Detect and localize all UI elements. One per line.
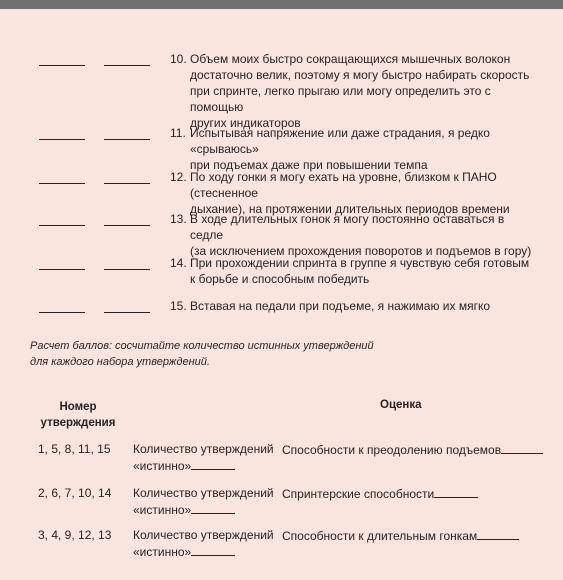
answer-blank-2[interactable] (104, 139, 150, 140)
count-label: Количество утверждений (133, 442, 274, 456)
score-blank[interactable] (434, 485, 478, 498)
answer-blank-2[interactable] (104, 65, 150, 66)
statement-number: 13. (170, 212, 187, 226)
header-statement-number: Номер утверждения (40, 401, 116, 429)
category-label: Способности к длительным гонкам (282, 529, 478, 543)
row-category-cell (282, 485, 562, 502)
row-category-cell (282, 527, 562, 544)
row-statement-numbers: 2, 6, 7, 10, 14 (38, 486, 112, 500)
table-row (0, 485, 563, 525)
count-label-true: «истинно» (133, 503, 192, 517)
answer-blank-2[interactable] (104, 183, 150, 184)
header-score: Оценка (380, 399, 422, 411)
count-label-true: «истинно» (133, 459, 192, 473)
statement-text: Испытывая напряжение или даже страдания, я редко «срываюсь» при подъемах даже при повышении темпа (190, 126, 490, 172)
statement-number: 15. (170, 299, 187, 313)
answer-blank-1[interactable] (39, 269, 85, 270)
statement-13 (0, 211, 563, 258)
statement-text: В ходе длительных гонок я могу постоянно оставаться в седле (за исключением прохождения поворотов и подъемов в гору) (190, 212, 532, 258)
statement-12 (0, 169, 563, 216)
answer-blank-2[interactable] (104, 225, 150, 226)
row-category-cell (282, 441, 562, 458)
row-count-cell (133, 441, 283, 474)
statement-number: 12. (170, 170, 187, 184)
statement-10 (0, 51, 563, 130)
statement-text: По ходу гонки я могу ехать на уровне, близком к ПАНО (стесненное дыхание), на протяжении длительных периодов времени (190, 170, 510, 216)
count-blank[interactable] (191, 543, 235, 556)
statement-text: Вставая на педали при подъеме, я нажимаю их мягко (190, 299, 491, 313)
answer-blank-2[interactable] (104, 269, 150, 270)
top-bar (0, 0, 563, 9)
answer-blank-1[interactable] (39, 183, 85, 184)
statement-number: 14. (170, 256, 187, 270)
answer-blank-1[interactable] (39, 65, 85, 66)
table-row (0, 527, 563, 567)
scoring-note: Расчет баллов: сосчитайте количество истинных утверждений для каждого набора утверждений. (30, 340, 374, 368)
answer-blank-2[interactable] (104, 312, 150, 313)
statement-text: Объем моих быстро сокращающихся мышечных волокон достаточно велик, поэтому я могу быстро набирать скорость при спринте, легко прыгаю или могу определить это с помощью других индикаторов (190, 52, 530, 130)
count-blank[interactable] (191, 501, 235, 514)
row-count-cell (133, 485, 283, 518)
answer-blank-1[interactable] (39, 312, 85, 313)
answer-blank-1[interactable] (39, 225, 85, 226)
statement-11 (0, 125, 563, 172)
count-label: Количество утверждений (133, 528, 274, 542)
statement-text: При прохождении спринта в группе я чувствую себя готовым к борьбе и способным победить (190, 256, 530, 286)
score-blank[interactable] (477, 527, 519, 540)
category-label: Спринтерские способности (282, 487, 435, 501)
count-label: Количество утверждений (133, 486, 274, 500)
answer-blank-1[interactable] (39, 139, 85, 140)
row-statement-numbers: 3, 4, 9, 12, 13 (38, 528, 112, 542)
score-blank[interactable] (501, 441, 543, 454)
statement-number: 10. (170, 52, 187, 66)
count-blank[interactable] (191, 457, 235, 470)
row-statement-numbers: 1, 5, 8, 11, 15 (38, 442, 111, 456)
statement-15 (0, 298, 563, 338)
category-label: Способности к преодолению подъемов (282, 443, 502, 457)
row-count-cell (133, 527, 283, 560)
table-row (0, 441, 563, 481)
statement-number: 11. (170, 126, 186, 140)
count-label-true: «истинно» (133, 545, 192, 559)
statement-14 (0, 255, 563, 295)
